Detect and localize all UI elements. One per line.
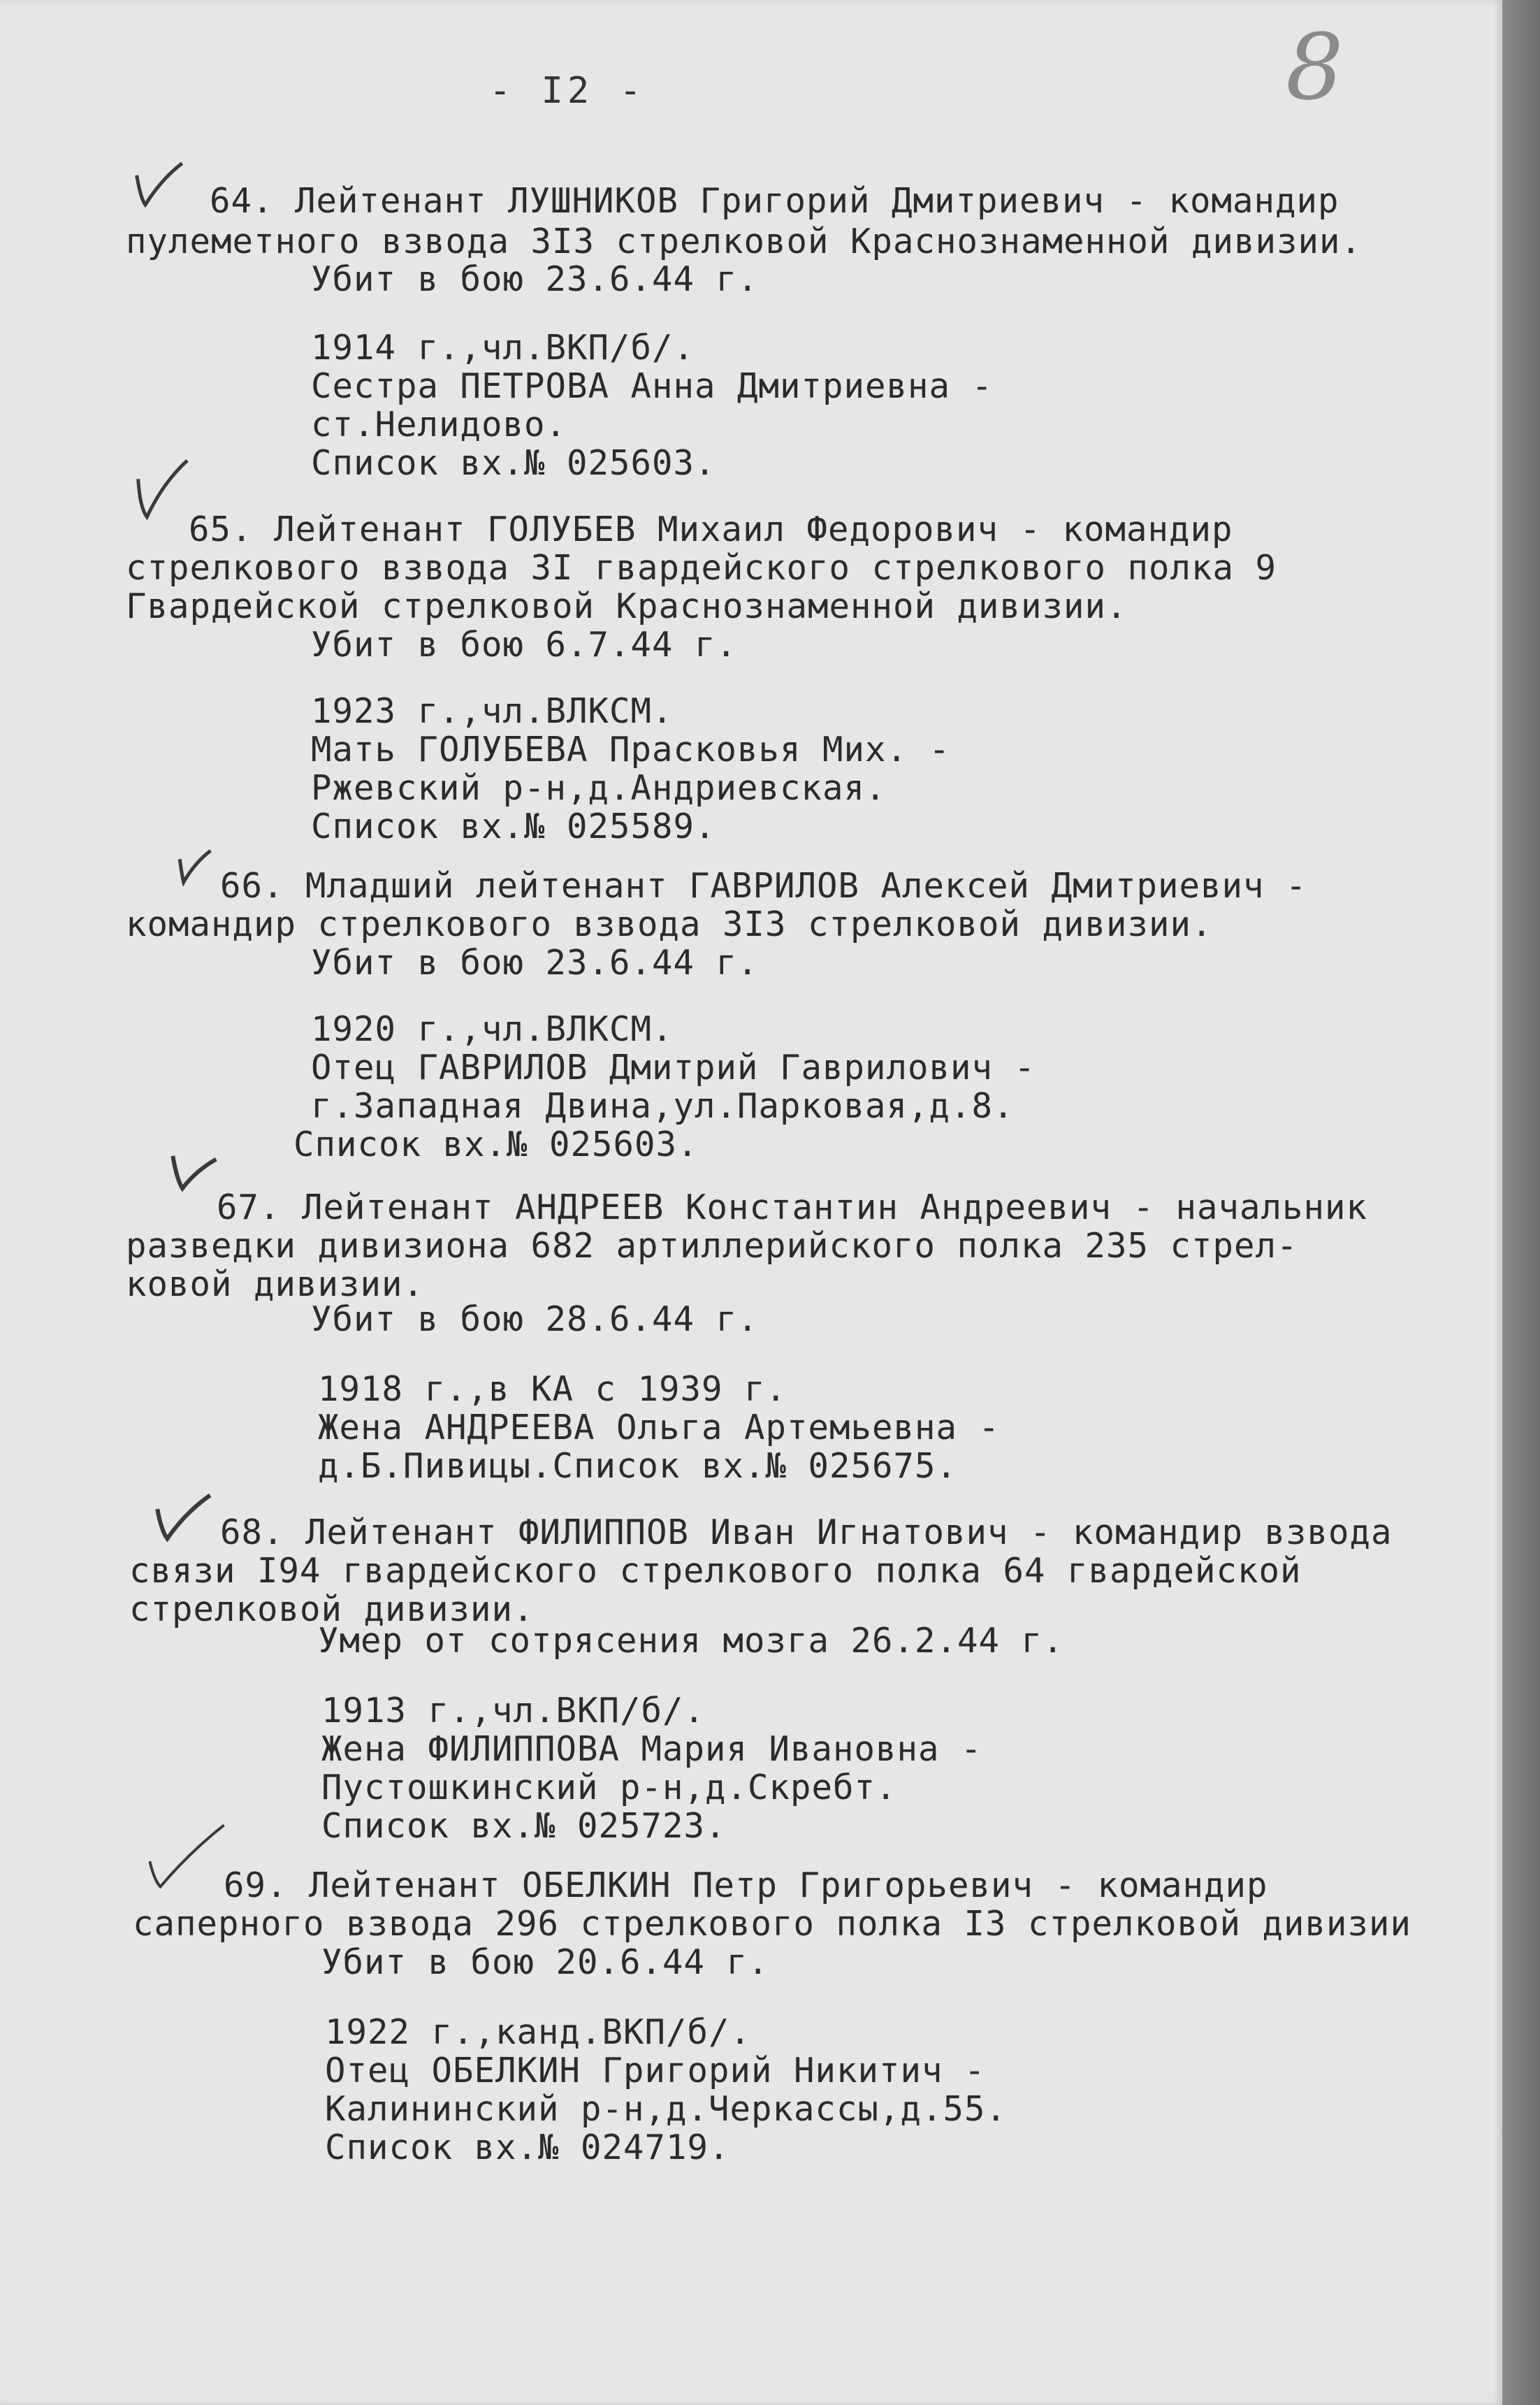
checkmark-icon [150,1485,213,1548]
entry-67-death: Убит в бою 28.6.44 г. [311,1299,759,1339]
entry-64-address: ст.Нелидово. [311,405,567,445]
entry-66-birth: 1920 г.,чл.ВЛКСМ. [311,1009,674,1049]
entry-66-heading: 66. Младший лейтенант ГАВРИЛОВ Алексей Дмитриевич - [220,866,1307,906]
entry-68-unit-1: связи I94 гвардейского стрелкового полка 64 гвардейской [129,1551,1302,1591]
entry-69-list: Список вх.№ 024719. [325,2128,730,2167]
page-number: - I2 - [489,70,646,112]
archive-number: 8 [1286,14,1344,120]
checkmark-icon [129,154,185,217]
entry-66-list: Список вх.№ 025603. [293,1125,699,1164]
entry-69-birth: 1922 г.,канд.ВКП/б/. [325,2012,752,2052]
entry-69-address: Калининский р-н,д.Черкассы,д.55. [325,2089,1008,2129]
entry-64-heading: 64. Лейтенант ЛУШНИКОВ Григорий Дмитриевич - командир [210,181,1339,221]
entry-67-unit-2: ковой дивизии. [126,1264,425,1304]
entry-67-heading: 67. Лейтенант АНДРЕЕВ Константин Андреевич - начальник [217,1187,1368,1227]
entry-66-unit: командир стрелкового взвода 3I3 стрелковой дивизии. [126,904,1213,944]
checkmark-icon [173,844,214,890]
entry-68-birth: 1913 г.,чл.ВКП/б/. [321,1691,706,1731]
entry-64-relative: Сестра ПЕТРОВА Анна Дмитриевна - [311,366,994,406]
entry-65-heading: 65. Лейтенант ГОЛУБЕВ Михаил Федорович - командир [189,510,1233,549]
entry-65-address: Ржевский р-н,д.Андриевская. [311,768,887,808]
entry-67-address-list: д.Б.Пивицы.Список вх.№ 025675. [318,1446,958,1486]
entry-69-death: Убит в бою 20.6.44 г. [321,1942,769,1982]
page-edge [1502,0,1540,2405]
entry-64-list: Список вх.№ 025603. [311,443,716,483]
entry-64-unit: пулеметного взвода 3I3 стрелковой Краснознаменной дивизии. [126,222,1363,261]
entry-69-relative: Отец ОБЕЛКИН Григорий Никитич - [325,2051,986,2090]
entry-68-relative: Жена ФИЛИППОВА Мария Ивановна - [321,1729,982,1769]
entry-66-relative: Отец ГАВРИЛОВ Дмитрий Гаврилович - [311,1048,1036,1088]
entry-67-birth: 1918 г.,в КА с 1939 г. [318,1369,787,1409]
entry-69-heading: 69. Лейтенант ОБЕЛКИН Петр Григорьевич - командир [224,1865,1268,1905]
entry-68-unit-2: стрелковой дивизии. [129,1589,535,1629]
checkmark-icon [165,1150,219,1198]
entry-69-unit: саперного взвода 296 стрелкового полка I3 стрелковой дивизии [133,1904,1412,1944]
entry-65-list: Список вх.№ 025589. [311,807,716,846]
entry-67-unit-1: разведки дивизиона 682 артиллерийского полка 235 стрел- [126,1226,1298,1266]
entry-66-death: Убит в бою 23.6.44 г. [311,943,759,983]
entry-65-relative: Мать ГОЛУБЕВА Прасковья Мих. - [311,730,951,770]
entry-64-birth: 1914 г.,чл.ВКП/б/. [311,328,695,368]
entry-68-address: Пустошкинский р-н,д.Скребт. [321,1768,897,1807]
entry-65-death: Убит в бою 6.7.44 г. [311,625,738,665]
entry-68-heading: 68. Лейтенант ФИЛИППОВ Иван Игнатович - командир взвода [220,1512,1393,1552]
entry-67-relative: Жена АНДРЕЕВА Ольга Артемьевна - [318,1408,1001,1447]
entry-65-unit-1: стрелкового взвода 3I гвардейского стрелкового полка 9 [126,548,1277,588]
entry-68-death: Умер от сотрясения мозга 26.2.44 г. [318,1621,1064,1661]
entry-68-list: Список вх.№ 025723. [321,1806,727,1846]
checkmark-icon [142,1812,228,1899]
checkmark-icon [128,451,193,528]
entry-65-birth: 1923 г.,чл.ВЛКСМ. [311,691,674,731]
entry-64-death: Убит в бою 23.6.44 г. [311,259,759,299]
entry-65-unit-2: Гвардейской стрелковой Краснознаменной дивизии. [126,586,1128,626]
entry-66-address: г.Западная Двина,ул.Парковая,д.8. [311,1086,1015,1126]
